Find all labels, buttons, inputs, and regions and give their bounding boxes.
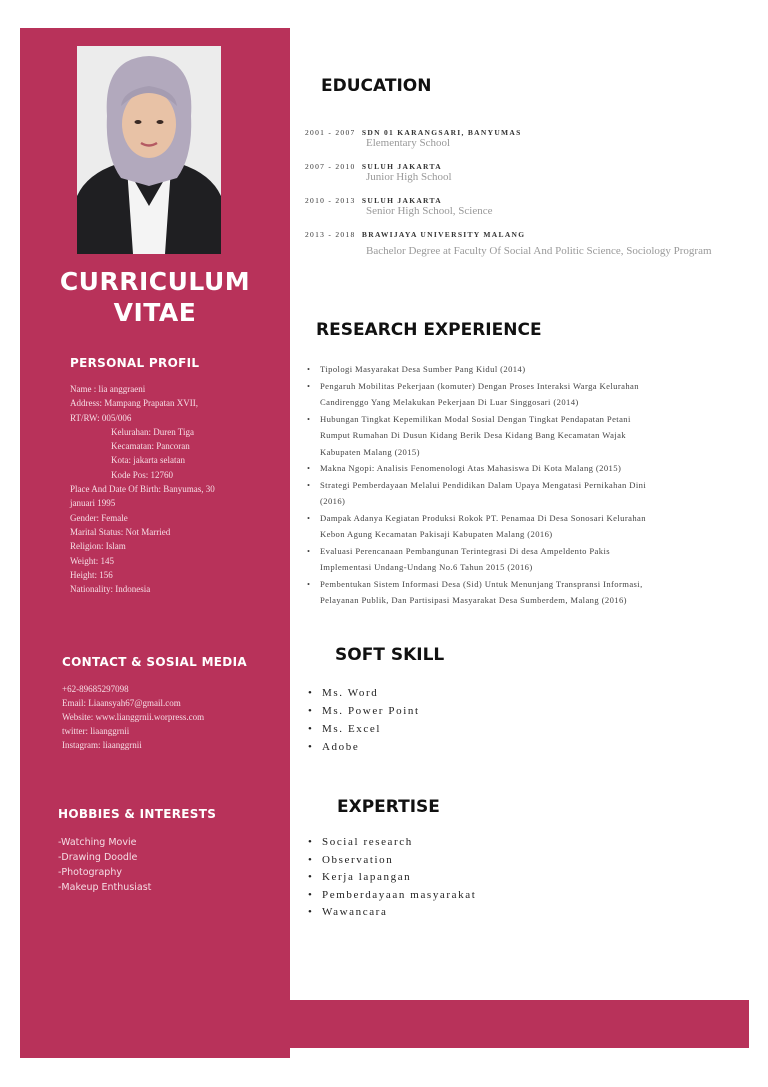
research-item-line: Candirenggo Yang Melakukan Pekerjaan Di Luar Singgosari (2014) (320, 397, 579, 407)
personal-kode-pos: Kode Pos: 12760 (111, 469, 174, 480)
expertise-heading: EXPERTISE (337, 797, 440, 817)
personal-rt-rw: RT/RW: 005/006 (70, 412, 132, 423)
personal-gender: Gender: Female (70, 512, 128, 523)
personal-profile-details (70, 382, 215, 596)
contact-details (62, 682, 204, 752)
research-item (307, 460, 646, 477)
research-item-line: • Dampak Adanya Kegiatan Produksi Rokok PT. Penamaa Di Desa Sonosari Kelurahan (320, 512, 646, 523)
sidebar (20, 28, 290, 1058)
personal-kota: Kota: jakarta selatan (111, 455, 185, 466)
personal-religion: Religion: Islam (70, 541, 126, 552)
education-school: BRAWIJAYA UNIVERSITY MALANG (361, 230, 526, 239)
research-list (307, 361, 646, 609)
research-item-line: (2016) (320, 496, 346, 506)
research-item-line: • Pembentukan Sistem Informasi Desa (Sid) Untuk Menunjang Transpransi Informasi, (320, 578, 643, 589)
contact-heading: CONTACT & SOSIAL MEDIA (62, 655, 247, 669)
hobby-item: -Drawing Doodle (58, 852, 138, 863)
hobby-item: -Watching Movie (58, 837, 137, 848)
expertise-item: • Observation (308, 852, 476, 870)
education-years: 2007 - 2010 (305, 162, 356, 171)
research-item-line: • Strategi Pemberdayaan Melalui Pendidikan Dalam Upaya Mengatasi Pernikahan Dini (320, 479, 647, 490)
education-detail: Bachelor Degree at Faculty Of Social And Politic Science, Sociology Program (366, 245, 712, 257)
research-item (307, 510, 646, 543)
expertise-item: • Kerja lapangan (308, 869, 476, 887)
research-item-line: • Tipologi Masyarakat Desa Sumber Pang Kidul (2014) (320, 364, 526, 374)
contact-twitter: twitter: liaanggrnii (62, 726, 130, 736)
research-item-line: • Hubungan Tingkat Kepemilikan Modal Sosial Dengan Tingkat Pendapatan Petani (320, 413, 631, 424)
bottom-accent-band (290, 1000, 749, 1048)
soft-skill-heading: SOFT SKILL (335, 645, 445, 665)
contact-phone: +62-89685297098 (62, 684, 129, 694)
education-school: SDN 01 KARANGSARI, BANYUMAS (361, 128, 522, 137)
research-item-line: Rumput Rumahan Di Dusun Kidang Berik Desa Kidang Bang Kecamatan Wajak (320, 430, 626, 440)
personal-name: Name : lia anggraeni (70, 384, 146, 394)
contact-website: Website: www.lianggrnii.worpress.com (62, 712, 205, 722)
portrait-image (77, 46, 221, 254)
cv-title (20, 266, 290, 328)
education-item (305, 196, 745, 230)
research-item (307, 543, 646, 576)
research-item-line: • Makna Ngopi: Analisis Fenomenologi Atas Mahasiswa Di Kota Malang (2015) (320, 463, 622, 473)
soft-skill-item: • Ms. Power Point (308, 702, 420, 720)
profile-photo (77, 46, 221, 254)
cv-title-line-1: CURRICULUM (59, 267, 251, 296)
research-item-line: • Evaluasi Perencanaan Pembangunan Terintegrasi Di desa Ampeldento Pakis (320, 545, 610, 556)
personal-weight: Weight: 145 (70, 555, 115, 566)
research-item-line: Kabupaten Malang (2015) (320, 446, 420, 457)
education-heading: EDUCATION (321, 76, 432, 96)
soft-skill-list (308, 684, 420, 756)
education-item (305, 162, 745, 196)
soft-skill-item: • Ms. Word (308, 684, 420, 702)
cv-title-line-2: VITAE (113, 298, 197, 327)
personal-birth: Place And Date Of Birth: Banyumas, 30 (70, 484, 215, 495)
hobbies-heading: HOBBIES & INTERESTS (58, 807, 217, 821)
education-detail: Elementary School (366, 137, 451, 149)
soft-skill-item: • Adobe (308, 738, 420, 756)
research-item (307, 378, 646, 411)
personal-kelurahan: Kelurahan: Duren Tiga (111, 426, 194, 437)
education-school: SULUH JAKARTA (361, 196, 442, 205)
hobby-item: -Makeup Enthusiast (58, 882, 152, 893)
expertise-item: • Pemberdayaan masyarakat (308, 887, 476, 905)
personal-kecamatan: Kecamatan: Pancoran (111, 441, 190, 452)
education-years: 2010 - 2013 (305, 196, 356, 205)
soft-skill-item: • Ms. Excel (308, 720, 420, 738)
research-item (307, 411, 646, 461)
contact-instagram: Instagram: liaanggrnii (62, 740, 142, 750)
research-item (307, 361, 646, 378)
education-years: 2001 - 2007 (305, 128, 356, 137)
research-item (307, 576, 646, 609)
education-detail: Junior High School (366, 171, 452, 183)
personal-address: Address: Mampang Prapatan XVII, (70, 398, 198, 409)
education-item (305, 128, 745, 162)
hobbies-list (58, 835, 151, 895)
research-item-line: Implementasi Undang-Undang No.6 Tahun 2015 (2016) (320, 562, 533, 572)
personal-height: Height: 156 (70, 569, 113, 580)
research-item-line: • Pengaruh Mobilitas Pekerjaan (komuter) Dengan Proses Interaksi Warga Kelurahan (320, 380, 639, 391)
research-item (307, 477, 646, 510)
research-item-line: Pelayanan Publik, Dan Partisipasi Masyarakat Desa Sumberdem, Malang (2016) (320, 595, 627, 605)
education-list (305, 128, 745, 257)
education-years: 2013 - 2018 (305, 230, 356, 239)
contact-email: Email: Liaansyah67@gmail.com (62, 698, 181, 708)
personal-marital-status: Marital Status: Not Married (70, 526, 171, 537)
expertise-item: • Wawancara (308, 904, 476, 922)
expertise-list (308, 834, 476, 922)
research-item-line: Kebon Agung Kecamatan Pakisaji Kabupaten Malang (2016) (320, 529, 553, 539)
research-heading: RESEARCH EXPERIENCE (316, 320, 542, 340)
expertise-item: • Social research (308, 834, 476, 852)
education-detail: Senior High School, Science (366, 205, 493, 217)
education-item (305, 230, 745, 257)
hobby-item: -Photography (58, 867, 122, 878)
personal-birth-date: januari 1995 (70, 498, 116, 509)
personal-profile-heading: PERSONAL PROFIL (70, 356, 200, 370)
education-school: SULUH JAKARTA (361, 162, 442, 171)
personal-nationality: Nationality: Indonesia (70, 584, 151, 595)
